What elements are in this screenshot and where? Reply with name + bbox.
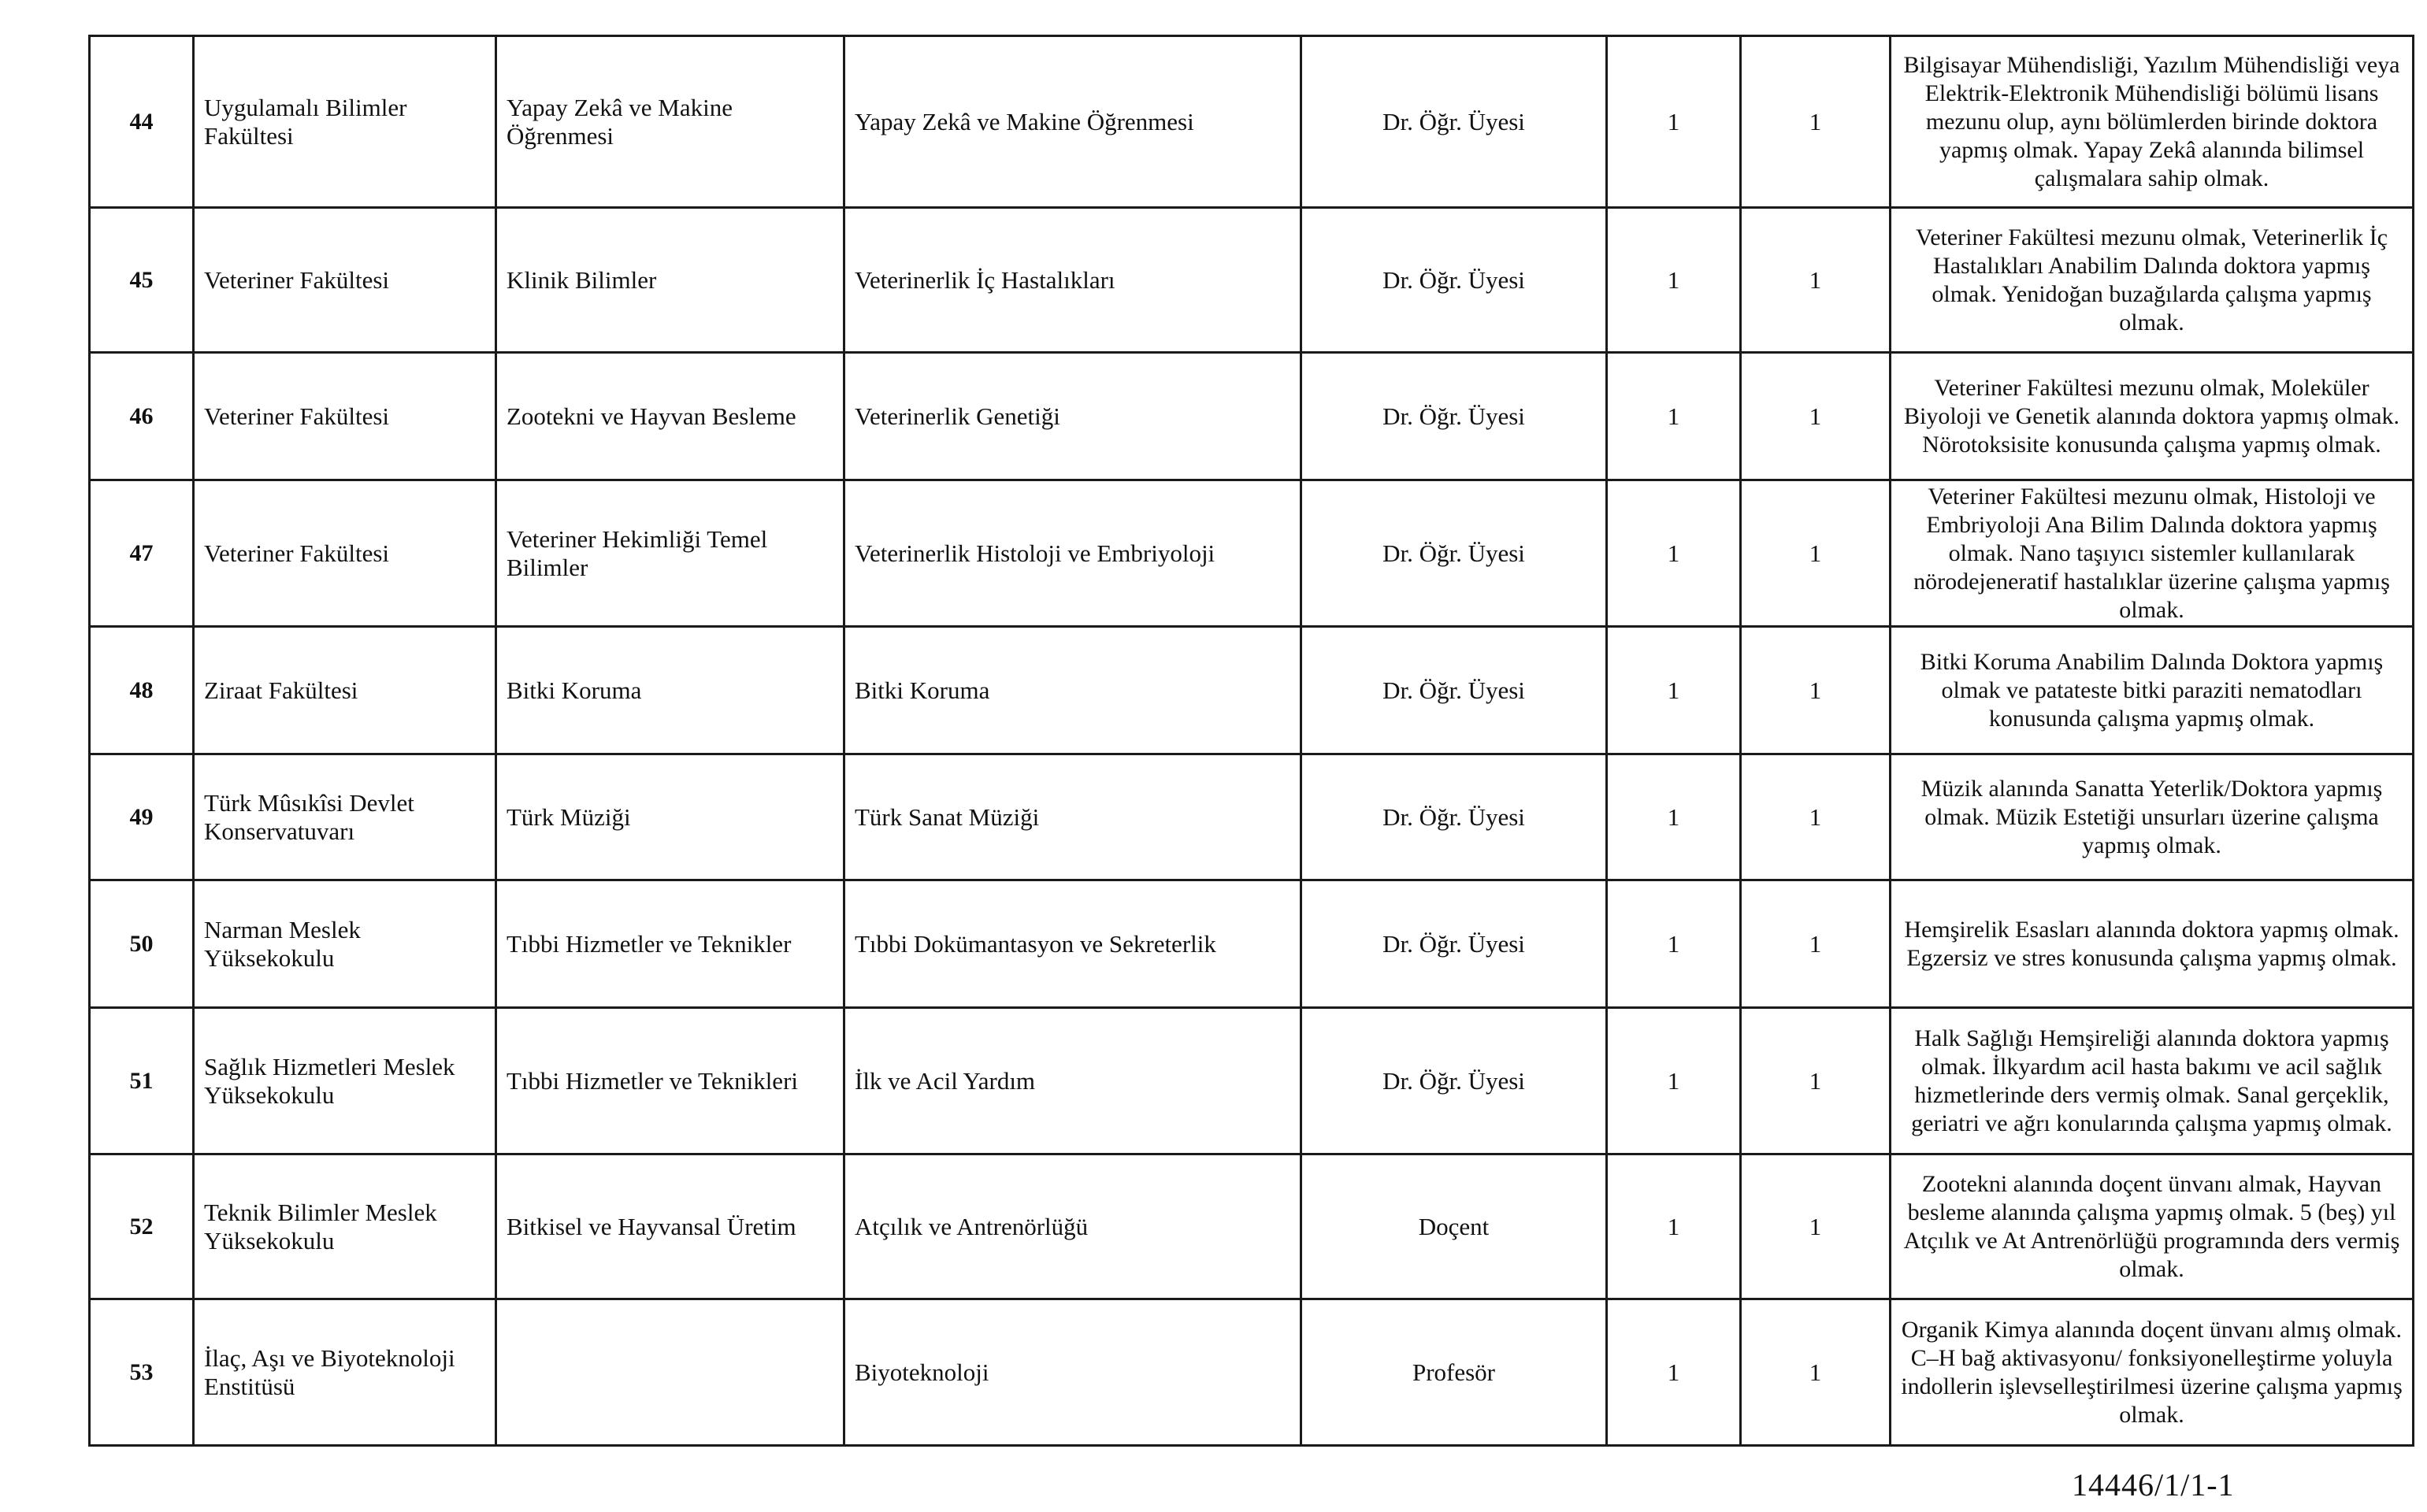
title-cell: Dr. Öğr. Üyesi [1301, 880, 1607, 1008]
count-cell: 1 [1607, 480, 1741, 627]
row-number: 44 [90, 36, 194, 208]
title-cell: Doçent [1301, 1154, 1607, 1299]
table-row [90, 1154, 2414, 1299]
level-cell: 1 [1741, 208, 1891, 353]
requirement-cell: Bilgisayar Mühendisliği, Yazılım Mühendisliği veya Elektrik-Elektronik Mühendisliği bölümü lisans mezunu olup, aynı bölümlerden birinde doktora yapmış olmak. Yapay Zekâ alanında bilimsel çalışmalara sahip olmak. [1891, 36, 2414, 208]
count-cell: 1 [1607, 1154, 1741, 1299]
count-cell: 1 [1607, 208, 1741, 353]
faculty-cell: Narman Meslek Yüksekokulu [194, 880, 496, 1008]
requirement-cell: Organik Kimya alanında doçent ünvanı almış olmak. C–H bağ aktivasyonu/ fonksiyonelleştirme yoluyla indollerin işlevselleştirilmesi üzerine çalışma yapmış olmak. [1891, 1299, 2414, 1446]
department-cell: Zootekni ve Hayvan Besleme [496, 353, 844, 480]
requirement-cell: Zootekni alanında doçent ünvanı almak, Hayvan besleme alanında çalışma yapmış olmak. 5 (beş) yıl Atçılık ve At Antrenörlüğü programında ders vermiş olmak. [1891, 1154, 2414, 1299]
faculty-cell: Uygulamalı Bilimler Fakültesi [194, 36, 496, 208]
level-cell: 1 [1741, 880, 1891, 1008]
department-cell: Tıbbi Hizmetler ve Teknikler [496, 880, 844, 1008]
faculty-cell: Veteriner Fakültesi [194, 480, 496, 627]
table-row [90, 1299, 2414, 1446]
department-cell: Bitkisel ve Hayvansal Üretim [496, 1154, 844, 1299]
level-cell: 1 [1741, 1154, 1891, 1299]
row-number: 47 [90, 480, 194, 627]
requirement-cell: Müzik alanında Sanatta Yeterlik/Doktora yapmış olmak. Müzik Estetiği unsurları üzerine çalışma yapmış olmak. [1891, 754, 2414, 880]
level-cell: 1 [1741, 754, 1891, 880]
department-cell [496, 1299, 844, 1446]
field-cell: Atçılık ve Antrenörlüğü [844, 1154, 1301, 1299]
table-row [90, 208, 2414, 353]
count-cell: 1 [1607, 1008, 1741, 1154]
field-cell: Türk Sanat Müziği [844, 754, 1301, 880]
field-cell: İlk ve Acil Yardım [844, 1008, 1301, 1154]
row-number: 46 [90, 353, 194, 480]
title-cell: Dr. Öğr. Üyesi [1301, 627, 1607, 754]
title-cell: Dr. Öğr. Üyesi [1301, 208, 1607, 353]
department-cell: Bitki Koruma [496, 627, 844, 754]
faculty-cell: Veteriner Fakültesi [194, 353, 496, 480]
field-cell: Veterinerlik Histoloji ve Embriyoloji [844, 480, 1301, 627]
department-cell: Yapay Zekâ ve Makine Öğrenmesi [496, 36, 844, 208]
field-cell: Veterinerlik İç Hastalıkları [844, 208, 1301, 353]
field-cell: Bitki Koruma [844, 627, 1301, 754]
faculty-cell: Türk Mûsıkîsi Devlet Konservatuvarı [194, 754, 496, 880]
row-number: 52 [90, 1154, 194, 1299]
title-cell: Dr. Öğr. Üyesi [1301, 480, 1607, 627]
field-cell: Yapay Zekâ ve Makine Öğrenmesi [844, 36, 1301, 208]
row-number: 48 [90, 627, 194, 754]
level-cell: 1 [1741, 1008, 1891, 1154]
requirement-cell: Veteriner Fakültesi mezunu olmak, Veterinerlik İç Hastalıkları Anabilim Dalında doktora yapmış olmak. Yenidoğan buzağılarda çalışma yapmış olmak. [1891, 208, 2414, 353]
count-cell: 1 [1607, 353, 1741, 480]
title-cell: Dr. Öğr. Üyesi [1301, 36, 1607, 208]
count-cell: 1 [1607, 880, 1741, 1008]
row-number: 50 [90, 880, 194, 1008]
row-number: 45 [90, 208, 194, 353]
row-number: 49 [90, 754, 194, 880]
table-row [90, 480, 2414, 627]
title-cell: Dr. Öğr. Üyesi [1301, 754, 1607, 880]
table-row [90, 353, 2414, 480]
table-row [90, 36, 2414, 208]
department-cell: Veteriner Hekimliği Temel Bilimler [496, 480, 844, 627]
requirement-cell: Halk Sağlığı Hemşireliği alanında doktora yapmış olmak. İlkyardım acil hasta bakımı ve acil sağlık hizmetlerinde ders vermiş olmak. Sanal gerçeklik, geriatri ve ağrı konularında çalışma yapmış olmak. [1891, 1008, 2414, 1154]
row-number: 53 [90, 1299, 194, 1446]
department-cell: Tıbbi Hizmetler ve Teknikleri [496, 1008, 844, 1154]
level-cell: 1 [1741, 353, 1891, 480]
faculty-cell: Veteriner Fakültesi [194, 208, 496, 353]
count-cell: 1 [1607, 754, 1741, 880]
level-cell: 1 [1741, 480, 1891, 627]
faculty-cell: İlaç, Aşı ve Biyoteknoloji Enstitüsü [194, 1299, 496, 1446]
faculty-cell: Sağlık Hizmetleri Meslek Yüksekokulu [194, 1008, 496, 1154]
department-cell: Türk Müziği [496, 754, 844, 880]
table-row [90, 754, 2414, 880]
table-row [90, 880, 2414, 1008]
table-row [90, 627, 2414, 754]
field-cell: Tıbbi Dokümantasyon ve Sekreterlik [844, 880, 1301, 1008]
requirement-cell: Veteriner Fakültesi mezunu olmak, Histoloji ve Embriyoloji Ana Bilim Dalında doktora yapmış olmak. Nano taşıyıcı sistemler kullanılarak nörodejeneratif hastalıklar üzerine çalışma yapmış olmak. [1891, 480, 2414, 627]
count-cell: 1 [1607, 627, 1741, 754]
requirement-cell: Hemşirelik Esasları alanında doktora yapmış olmak. Egzersiz ve stres konusunda çalışma yapmış olmak. [1891, 880, 2414, 1008]
document-code: 14446/1/1-1 [2072, 1467, 2235, 1503]
field-cell: Biyoteknoloji [844, 1299, 1301, 1446]
count-cell: 1 [1607, 1299, 1741, 1446]
level-cell: 1 [1741, 1299, 1891, 1446]
row-number: 51 [90, 1008, 194, 1154]
positions-table [88, 35, 2414, 1447]
faculty-cell: Teknik Bilimler Meslek Yüksekokulu [194, 1154, 496, 1299]
level-cell: 1 [1741, 627, 1891, 754]
field-cell: Veterinerlik Genetiği [844, 353, 1301, 480]
title-cell: Profesör [1301, 1299, 1607, 1446]
table-row [90, 1008, 2414, 1154]
requirement-cell: Bitki Koruma Anabilim Dalında Doktora yapmış olmak ve patateste bitki paraziti nematodları konusunda çalışma yapmış olmak. [1891, 627, 2414, 754]
requirement-cell: Veteriner Fakültesi mezunu olmak, Moleküler Biyoloji ve Genetik alanında doktora yapmış olmak. Nörotoksisite konusunda çalışma yapmış olmak. [1891, 353, 2414, 480]
title-cell: Dr. Öğr. Üyesi [1301, 1008, 1607, 1154]
count-cell: 1 [1607, 36, 1741, 208]
faculty-cell: Ziraat Fakültesi [194, 627, 496, 754]
title-cell: Dr. Öğr. Üyesi [1301, 353, 1607, 480]
level-cell: 1 [1741, 36, 1891, 208]
department-cell: Klinik Bilimler [496, 208, 844, 353]
